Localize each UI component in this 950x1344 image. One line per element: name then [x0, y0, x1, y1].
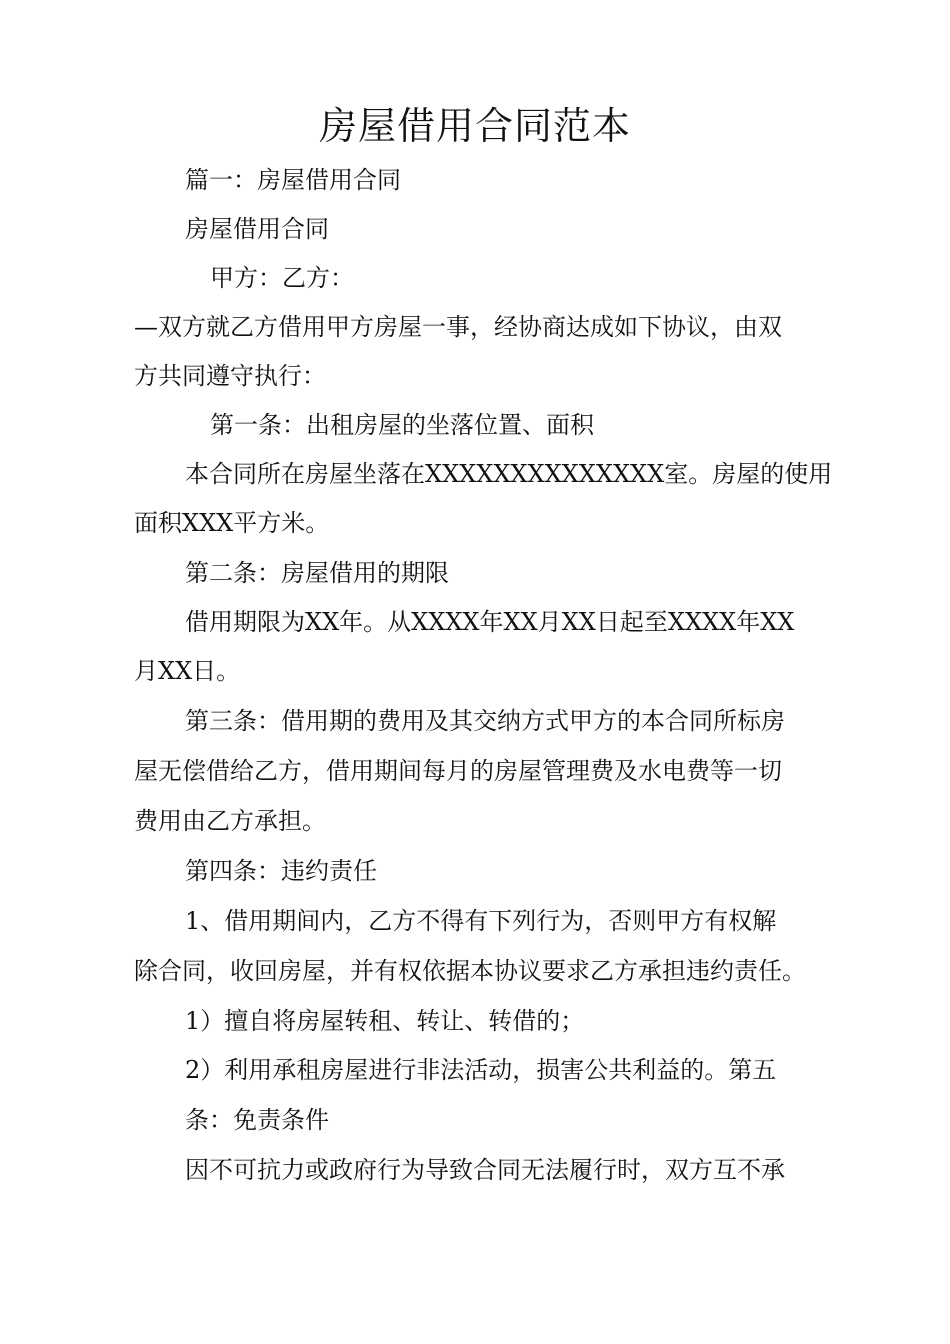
article-heading-3: 第三条：借用期的费用及其交纳方式甲方的本合同所标房	[185, 707, 785, 735]
document-title: 房屋借用合同范本	[318, 104, 631, 148]
article-heading-4: 第四条：违约责任	[185, 857, 377, 885]
list-item: 2）利用承租房屋进行非法活动，损害公共利益的。第五	[185, 1056, 777, 1084]
paragraph-line: 方共同遵守执行：	[134, 362, 326, 390]
paragraph-line: 借用期限为XX年。从XXXX年XX月XX日起至XXXX年XX	[185, 608, 795, 636]
article-heading-5: 条：免责条件	[185, 1106, 329, 1134]
paragraph-line: 1、借用期间内，乙方不得有下列行为，否则甲方有权解	[185, 907, 777, 935]
paragraph-line: 费用由乙方承担。	[134, 807, 326, 835]
list-item: 1）擅自将房屋转租、转让、转借的；	[185, 1007, 585, 1035]
contract-heading: 房屋借用合同	[185, 215, 329, 243]
paragraph-line: 本合同所在房屋坐落在XXXXXXXXXXXXXX室。房屋的使用	[185, 460, 833, 488]
paragraph-line: 月XX日。	[134, 657, 241, 685]
section-heading-part-one: 篇一：房屋借用合同	[185, 166, 401, 194]
article-heading-1: 第一条：出租房屋的坐落位置、面积	[210, 411, 594, 439]
paragraph-line: 因不可抗力或政府行为导致合同无法履行时，双方互不承	[185, 1156, 785, 1184]
article-heading-2: 第二条：房屋借用的期限	[185, 559, 449, 587]
paragraph-line: —双方就乙方借用甲方房屋一事，经协商达成如下协议，由双	[134, 313, 782, 341]
paragraph-line: 面积XXX平方米。	[134, 509, 330, 537]
paragraph-line: 除合同，收回房屋，并有权依据本协议要求乙方承担违约责任。	[134, 957, 806, 985]
paragraph-line: 屋无偿借给乙方，借用期间每月的房屋管理费及水电费等一切	[134, 757, 782, 785]
parties-line: 甲方：乙方：	[210, 264, 354, 292]
